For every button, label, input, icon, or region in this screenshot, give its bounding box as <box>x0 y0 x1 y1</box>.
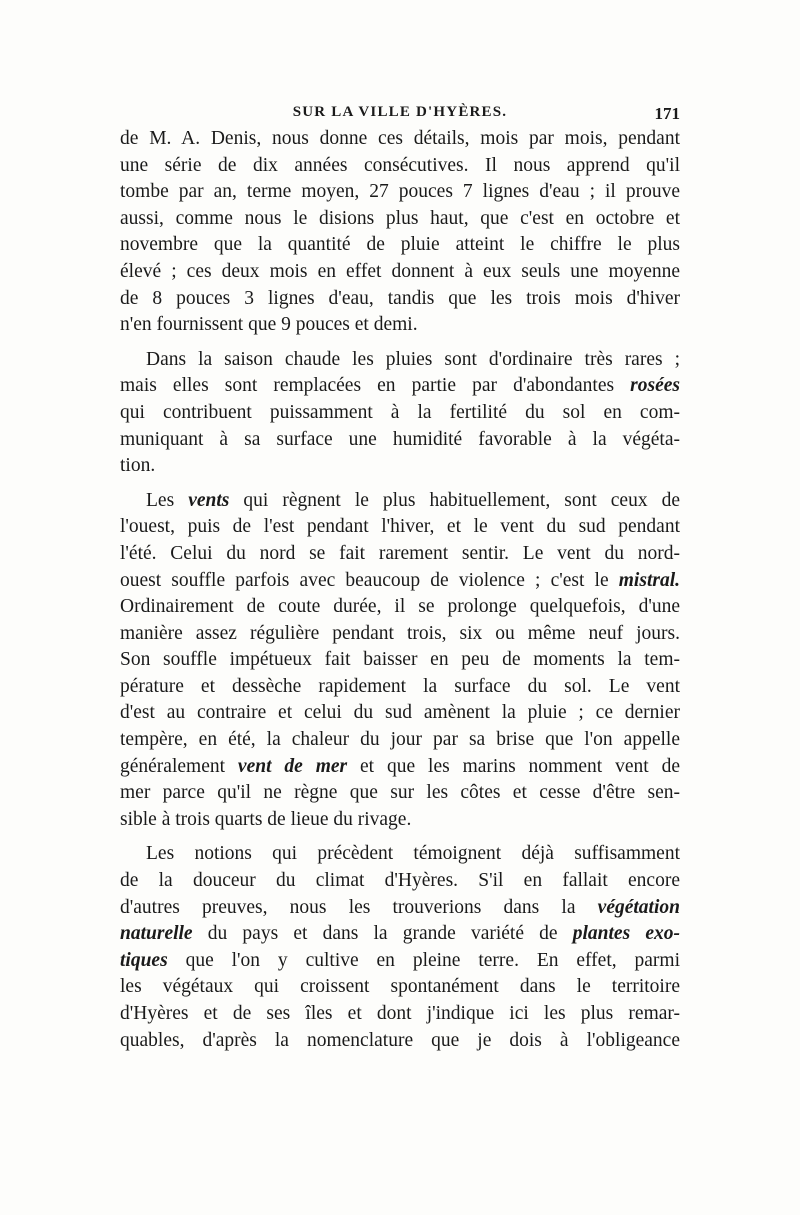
body-text <box>120 126 680 1054</box>
text-line <box>120 895 680 922</box>
italic-term: vent de mer <box>237 755 348 777</box>
text-line: muniquant à sa surface une humidité favorable à la végéta- <box>120 428 680 450</box>
page-header <box>120 104 680 126</box>
text-segment: Les <box>146 489 189 511</box>
text-segment: et que les marins nomment vent de <box>347 755 680 777</box>
text-line: Son souffle impétueux fait baisser en peu de moments la tem- <box>120 649 680 671</box>
text-line: d'est au contraire et celui du sud amènent la pluie ; ce dernier <box>120 702 680 724</box>
italic-term: tiques <box>120 949 168 971</box>
text-line <box>120 373 680 400</box>
text-segment: d'autres preuves, nous les trouverions dans la <box>120 896 598 918</box>
text-segment: du pays et dans la grande variété de <box>192 923 573 945</box>
text-line <box>120 754 680 781</box>
text-segment: que l'on y cultive en pleine terre. En effet, parmi <box>167 949 680 971</box>
text-line: élevé ; ces deux mois en effet donnent à eux seuls une moyenne <box>120 260 680 282</box>
text-line: les végétaux qui croissent spontanément dans le territoire <box>120 976 680 998</box>
text-line: pérature et dessèche rapidement la surface du sol. Le vent <box>120 675 680 697</box>
italic-term: plantes exo- <box>572 923 680 945</box>
text-line: tempère, en été, la chaleur du jour par sa brise que l'on appelle <box>120 729 680 751</box>
text-line: sible à trois quarts de lieue du rivage. <box>120 808 412 830</box>
text-line: tombe par an, terme moyen, 27 pouces 7 lignes d'eau ; il prouve <box>120 181 680 203</box>
text-line <box>120 921 680 948</box>
text-segment: qui règnent le plus habituellement, sont ceux de <box>229 489 680 511</box>
running-head: SUR LA VILLE D'HYÈRES. <box>292 104 508 120</box>
text-line: d'Hyères et de ses îles et dont j'indique ici les plus remar- <box>120 1003 680 1024</box>
text-line: mer parce qu'il ne règne que sur les côtes et cesse d'être sen- <box>120 782 680 804</box>
text-line: Dans la saison chaude les pluies sont d'ordinaire très rares ; <box>146 348 680 370</box>
paragraph-1 <box>120 126 680 339</box>
text-line: manière assez régulière pendant trois, six ou même neuf jours. <box>120 622 680 644</box>
text-line <box>120 488 680 515</box>
text-segment: ouest souffle parfois avec beaucoup de violence ; c'est le <box>120 569 619 591</box>
italic-term: végétation <box>597 896 680 918</box>
text-line <box>120 568 680 595</box>
text-line: Les notions qui précèdent témoignent déjà suffisamment <box>146 843 680 865</box>
paragraph-3 <box>120 488 680 834</box>
italic-term: rosées <box>630 375 680 397</box>
text-line: novembre que la quantité de pluie atteint le chiffre le plus <box>120 234 680 256</box>
paragraph-4 <box>120 841 680 1054</box>
text-segment: mais elles sont remplacées en partie par d'abondantes <box>120 375 631 397</box>
italic-term: naturelle <box>120 923 193 945</box>
text-line <box>120 948 680 975</box>
text-line: l'ouest, puis de l'est pendant l'hiver, et le vent du sud pendant <box>120 516 680 538</box>
italic-term: vents <box>188 489 230 511</box>
paragraph-2 <box>120 347 680 480</box>
text-line: quables, d'après la nomenclature que je dois à l'obligeance <box>120 1029 680 1051</box>
text-line: tion. <box>120 455 156 477</box>
text-line: Ordinairement de coute durée, il se prolonge quelquefois, d'une <box>120 596 680 618</box>
text-line: de M. A. Denis, nous donne ces détails, mois par mois, pendant <box>120 128 680 149</box>
text-line: de 8 pouces 3 lignes d'eau, tandis que les trois mois d'hiver <box>120 287 680 309</box>
text-line: une série de dix années consécutives. Il nous apprend qu'il <box>120 154 680 176</box>
text-line: l'été. Celui du nord se fait rarement sentir. Le vent du nord- <box>120 542 680 564</box>
text-line: de la douceur du climat d'Hyères. S'il en fallait encore <box>120 870 680 892</box>
italic-term: mistral. <box>618 569 680 591</box>
text-line: aussi, comme nous le disions plus haut, que c'est en octobre et <box>120 207 680 229</box>
text-segment: généralement <box>120 755 238 777</box>
page-number: 171 <box>654 104 680 123</box>
text-line: n'en fournissent que 9 pouces et demi. <box>120 314 418 336</box>
text-line: qui contribuent puissamment à la fertilité du sol en com- <box>120 401 680 423</box>
